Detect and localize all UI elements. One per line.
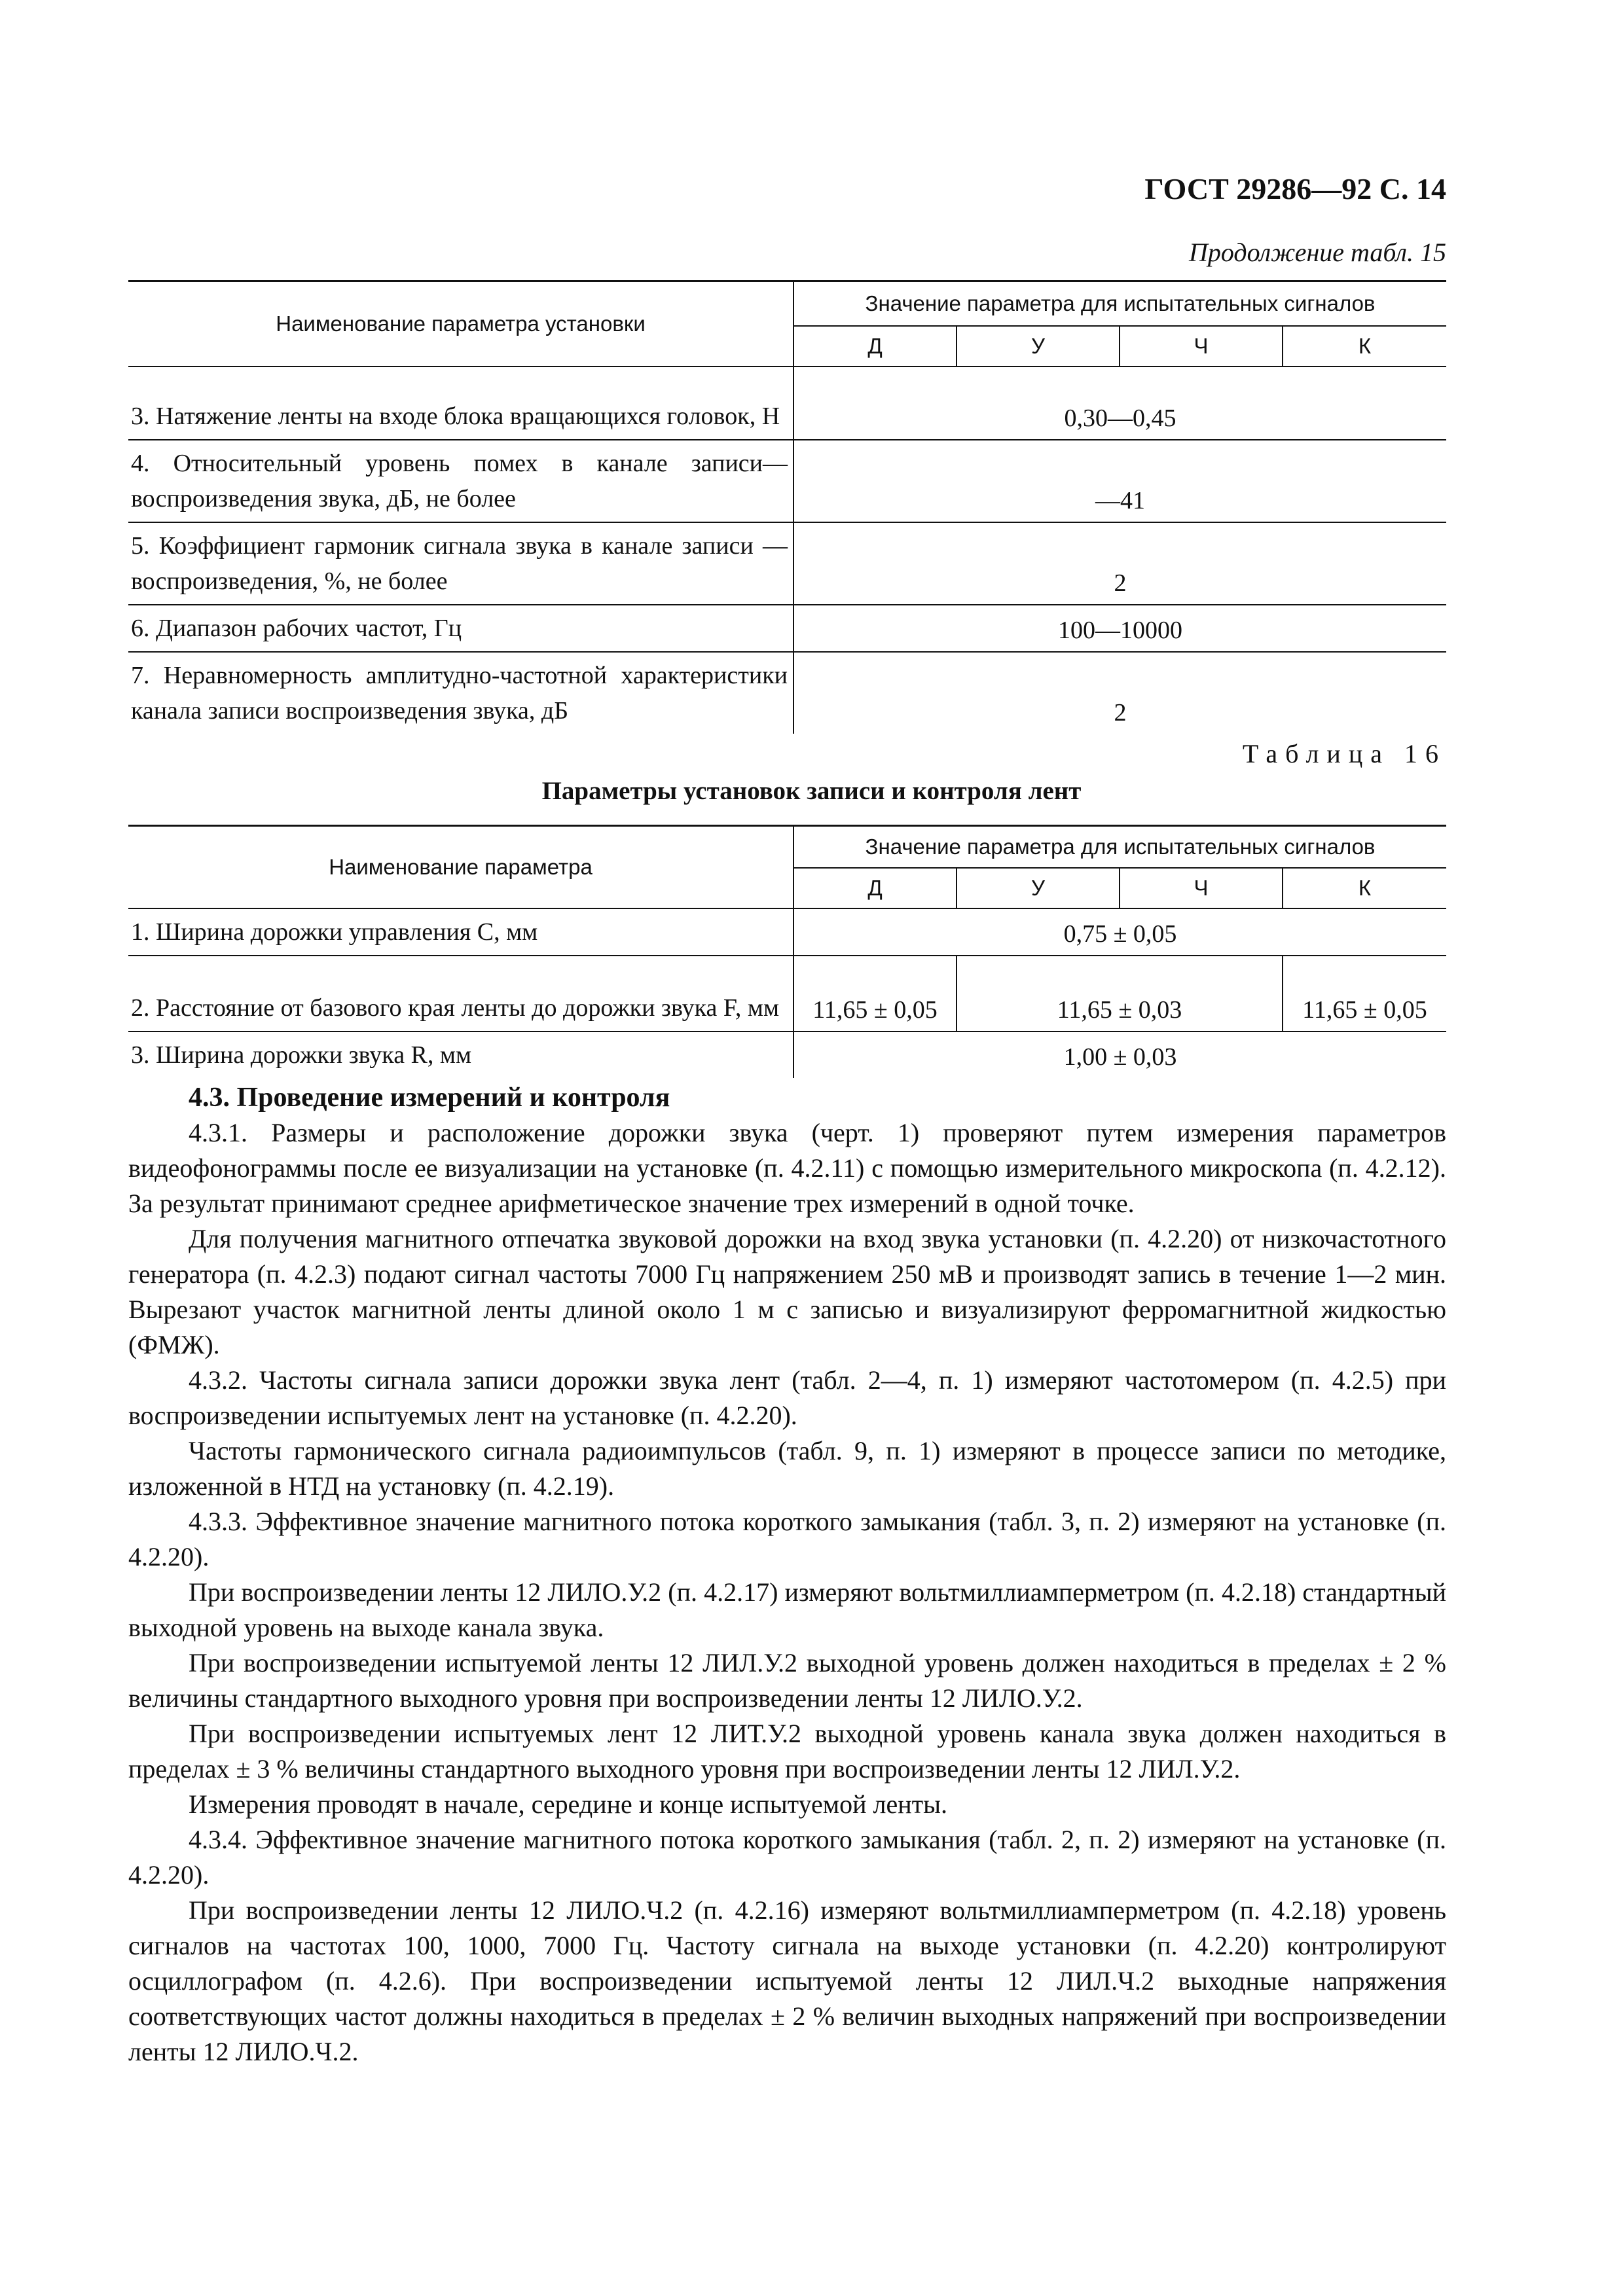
row-name: 4. Относительный уровень помех в канале записи— воспроизведения звука, дБ, не более <box>128 440 793 522</box>
paragraph: Для получения магнитного отпечатка звуковой дорожки на вход звука установки (п. 4.2.20) от низкочастотного генератора (п. 4.2.3) подают сигнал частоты 7000 Гц напряжением 250 мВ и производят запись в течение 1—2 мин. Вырезают участок магнитной ленты длиной около 1 м с записью и визуализируют ферромагнитной жидкостью (ФМЖ). <box>128 1224 1446 1359</box>
row-value: 0,75 ± 0,05 <box>793 908 1446 956</box>
paragraph: При воспроизведении испытуемых лент 12 ЛИТ.У.2 выходной уровень канала звука должен находиться в пределах ± 3 % величины стандартного выходного уровня при воспроизведении ленты 12 ЛИЛ.У.2. <box>128 1719 1446 1784</box>
section-4-3 <box>128 1080 1446 2070</box>
table-15-header-param: Наименование параметра установки <box>128 281 793 367</box>
paragraph: 4.3.2. Частоты сигнала записи дорожки звука лент (табл. 2—4, п. 1) измеряют частотомером (п. 4.2.5) при воспроизведении испытуемых лент на установке (п. 4.2.20). <box>128 1365 1446 1430</box>
paragraph: 4.3.4. Эффективное значение магнитного потока короткого замыкания (табл. 2, п. 2) измеряют на установке (п. 4.2.20). <box>128 1825 1446 1890</box>
row-value: 2 <box>793 522 1446 605</box>
paragraph: Измерения проводят в начале, середине и конце испытуемой ленты. <box>189 1789 947 1819</box>
row-value: 100—10000 <box>793 605 1446 652</box>
table-16-subcol-d: Д <box>793 868 957 908</box>
row-name: 3. Ширина дорожки звука R, мм <box>131 1041 471 1069</box>
table-16-label: Таблица 16 <box>1242 739 1446 768</box>
table-15-header-values: Значение параметра для испытательных сигналов <box>793 281 1446 326</box>
paragraph: 4.3.3. Эффективное значение магнитного потока короткого замыкания (табл. 3, п. 2) измеряют на установке (п. 4.2.20). <box>128 1507 1446 1571</box>
table-15-subcol-ch: Ч <box>1120 326 1283 367</box>
table-16 <box>128 825 1446 1078</box>
table-16-subcol-u: У <box>957 868 1120 908</box>
paragraph: При воспроизведении ленты 12 ЛИЛО.Ч.2 (п. 4.2.16) измеряют вольтмиллиамперметром (п. 4.2.18) уровень сигналов на частотах 100, 1000, 7000 Гц. Частоту сигнала на выходе установки (п. 4.2.20) контролируют осциллографом (п. 4.2.6). При воспроизведении испытуемой ленты 12 ЛИЛ.Ч.2 выходные напряжения соответствующих частот должны находиться в пределах ± 2 % величин выходных напряжений при воспроизведении ленты 12 ЛИЛО.Ч.2. <box>128 1895 1446 2066</box>
row-value: —41 <box>793 440 1446 522</box>
table-row <box>128 367 1446 440</box>
table-row <box>128 605 1446 652</box>
paragraph: 4.3.1. Размеры и расположение дорожки звука (черт. 1) проверяют путем измерения параметров видеофонограммы после ее визуализации на установке (п. 4.2.11) с помощью измерительного микроскопа (п. 4.2.12). За результат принимают среднее арифметическое значение трех измерений в одной точке. <box>128 1118 1446 1218</box>
section-heading: 4.3. Проведение измерений и контроля <box>189 1083 670 1113</box>
table-row <box>128 908 1446 956</box>
table-15-subcol-d: Д <box>793 326 957 367</box>
table-15 <box>128 280 1446 734</box>
row-name: 5. Коэффициент гармоник сигнала звука в канале записи — воспроизведения, %, не более <box>128 522 793 605</box>
row-value-d: 11,65 ± 0,05 <box>793 956 957 1031</box>
table-16-header-values: Значение параметра для испытательных сигналов <box>793 826 1446 868</box>
table-15-subcol-u: У <box>957 326 1120 367</box>
table-row <box>128 956 1446 1031</box>
table-16-title: Параметры установок записи и контроля лент <box>541 777 1082 805</box>
paragraph: При воспроизведении испытуемой ленты 12 ЛИЛ.У.2 выходной уровень должен находиться в пределах ± 2 % величины стандартного выходного уровня при воспроизведении ленты 12 ЛИЛО.У.2. <box>128 1648 1446 1713</box>
row-value: 1,00 ± 0,03 <box>793 1031 1446 1078</box>
row-value: 2 <box>793 652 1446 734</box>
row-name: 3. Натяжение ленты на входе блока вращающихся головок, Н <box>128 367 793 440</box>
paragraph: Частоты гармонического сигнала радиоимпульсов (табл. 9, п. 1) измеряют в процессе записи по методике, изложенной в НТД на установку (п. 4.2.19). <box>128 1436 1446 1501</box>
row-name: 6. Диапазон рабочих частот, Гц <box>128 605 793 652</box>
page-header: ГОСТ 29286—92 С. 14 <box>1144 172 1446 206</box>
row-name: 1. Ширина дорожки управления С, мм <box>128 908 793 956</box>
table-16-subcol-ch: Ч <box>1120 868 1283 908</box>
table-16-header-param: Наименование параметра <box>128 826 793 908</box>
table-row <box>128 1031 1446 1078</box>
paragraph: При воспроизведении ленты 12 ЛИЛО.У.2 (п. 4.2.17) измеряют вольтмиллиамперметром (п. 4.2.18) стандартный выходной уровень на выходе канала звука. <box>128 1577 1446 1642</box>
table-continuation-label: Продолжение табл. 15 <box>1188 238 1446 267</box>
row-value-u-ch: 11,65 ± 0,03 <box>957 956 1283 1031</box>
table-row <box>128 440 1446 522</box>
table-15-subcol-k: К <box>1283 326 1446 367</box>
row-name: 2. Расстояние от базового края ленты до дорожки звука F, мм <box>128 956 793 1031</box>
row-value: 0,30—0,45 <box>793 367 1446 440</box>
row-value-k: 11,65 ± 0,05 <box>1283 956 1446 1031</box>
table-row <box>128 522 1446 605</box>
table-row <box>128 652 1446 734</box>
row-name: 7. Неравномерность амплитудно-частотной характеристики канала записи воспроизведения звука, дБ <box>131 661 788 725</box>
table-16-subcol-k: К <box>1283 868 1446 908</box>
